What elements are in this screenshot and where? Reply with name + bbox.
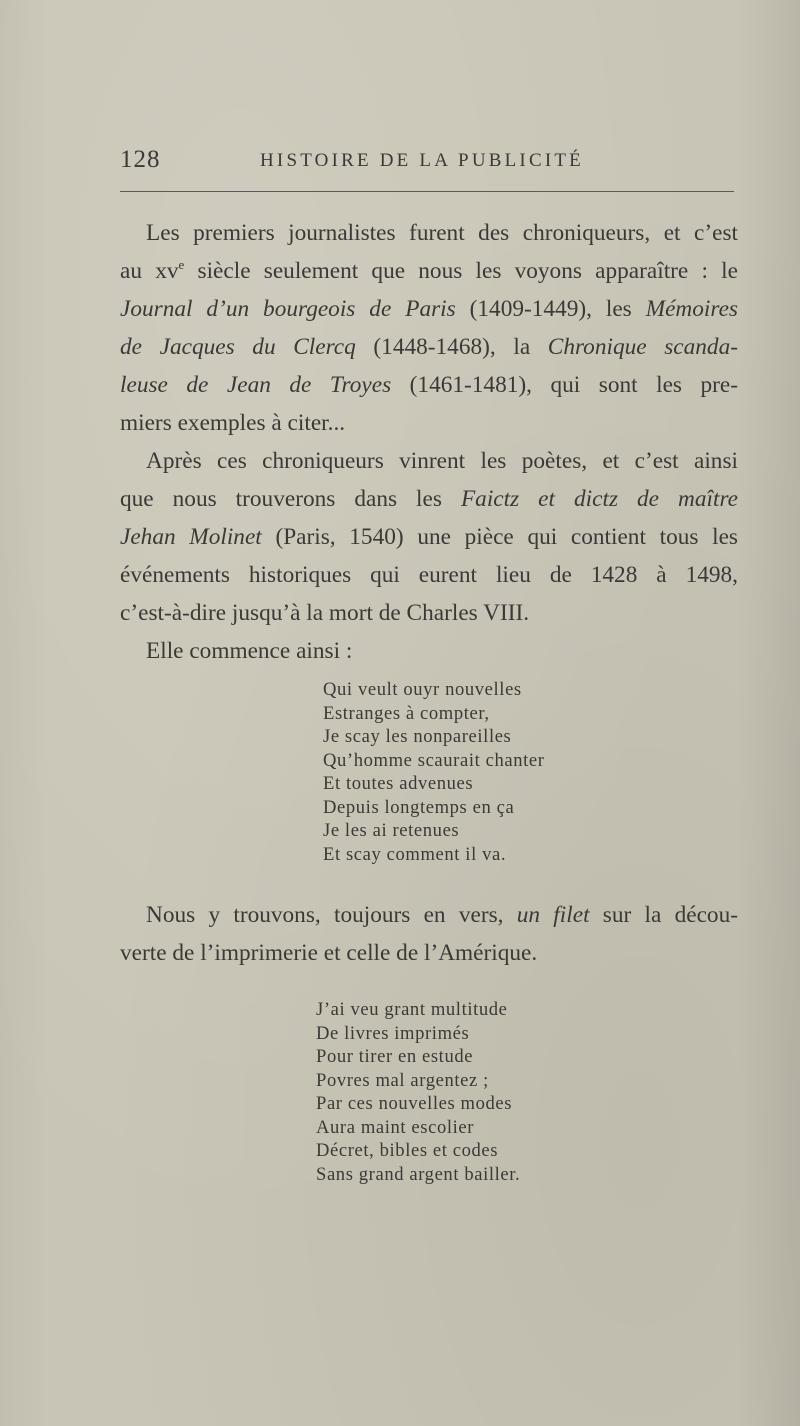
text-line: leuse de Jean de Troyes (1461-1481), qui sont les pre- <box>120 372 738 398</box>
verse-line: Décret, bibles et codes <box>316 1140 499 1161</box>
verse-molinet <box>323 678 545 866</box>
paragraph-chroniqueurs <box>120 214 738 442</box>
text-line: c’est-à-dire jusqu’à la mort de Charles VIII. <box>120 600 530 626</box>
italic-title: leuse de Jean de Troyes <box>120 372 392 398</box>
verse-line: De livres imprimés <box>316 1022 470 1044</box>
verse-line: Et toutes advenues <box>323 773 474 794</box>
text-line: miers exemples à citer... <box>120 410 346 436</box>
page-header <box>120 146 734 180</box>
verse-line: Par ces nouvelles modes <box>316 1093 513 1114</box>
verse-line: Je scay les nonpareilles <box>323 726 512 747</box>
verse-line: Aura maint escolier <box>316 1116 475 1138</box>
italic-title: Chronique scanda- <box>547 334 738 360</box>
body-text <box>120 214 738 670</box>
text-line: Nous y trouvons, toujours en vers, un filet sur la décou- <box>146 902 738 928</box>
running-title: HISTOIRE DE LA PUBLICITÉ <box>260 150 584 171</box>
verse-line: Sans grand argent bailler. <box>316 1163 521 1185</box>
verse-imprimerie <box>316 998 520 1186</box>
paragraph-poetes <box>120 442 738 632</box>
text-line: Jehan Molinet (Paris, 1540) une pièce qui contient tous les <box>120 524 738 550</box>
superscript: e <box>178 257 185 272</box>
verse-line: Qu’homme scaurait chanter <box>323 749 545 771</box>
text-line: Après ces chroniqueurs vinrent les poètes, et c’est ainsi <box>146 448 738 474</box>
verse-line: Depuis longtemps en ça <box>323 796 515 818</box>
text-line: que nous trouverons dans les Faictz et dictz de maître <box>120 486 738 512</box>
italic-title: Mémoires <box>645 296 738 322</box>
text-line: au $xv^e$ siècle seulement que nous les voyons apparaître : le <box>120 257 738 284</box>
italic-title: un filet <box>516 902 590 928</box>
text-line: de Jacques du Clercq (1448-1468), la Chronique scanda- <box>120 334 738 360</box>
text-line: événements historiques qui eurent lieu de 1428 à 1498, <box>120 562 738 588</box>
italic-title: Jehan Molinet <box>120 524 262 550</box>
verse-line: Povres mal argentez ; <box>316 1069 489 1091</box>
verse-line: J’ai veu grant multitude <box>316 999 508 1020</box>
header-rule <box>120 191 734 192</box>
italic-title: de Jacques du Clercq <box>120 334 356 360</box>
italic-title: Faictz et dictz de maître <box>460 486 738 512</box>
page-number: 128 <box>120 146 161 173</box>
text-line: Journal d’un bourgeois de Paris (1409-1449), les Mémoires <box>120 296 738 322</box>
paragraph-imprimerie <box>120 896 738 972</box>
verse-line: Estranges à compter, <box>323 702 490 724</box>
verse-line: Qui veult ouyr nouvelles <box>323 679 522 700</box>
verse-line: Et scay comment il va. <box>323 843 507 865</box>
text-line: verte de l’imprimerie et celle de l’Amérique. <box>120 940 538 966</box>
text-line: Les premiers journalistes furent des chroniqueurs, et c’est <box>146 220 738 246</box>
paragraph-elle-commence <box>120 632 738 670</box>
italic-title: Journal d’un bourgeois de Paris <box>120 296 456 322</box>
verse-line: Pour tirer en estude <box>316 1046 474 1067</box>
text-line: Elle commence ainsi : <box>146 638 353 664</box>
verse-line: Je les ai retenues <box>323 820 460 841</box>
